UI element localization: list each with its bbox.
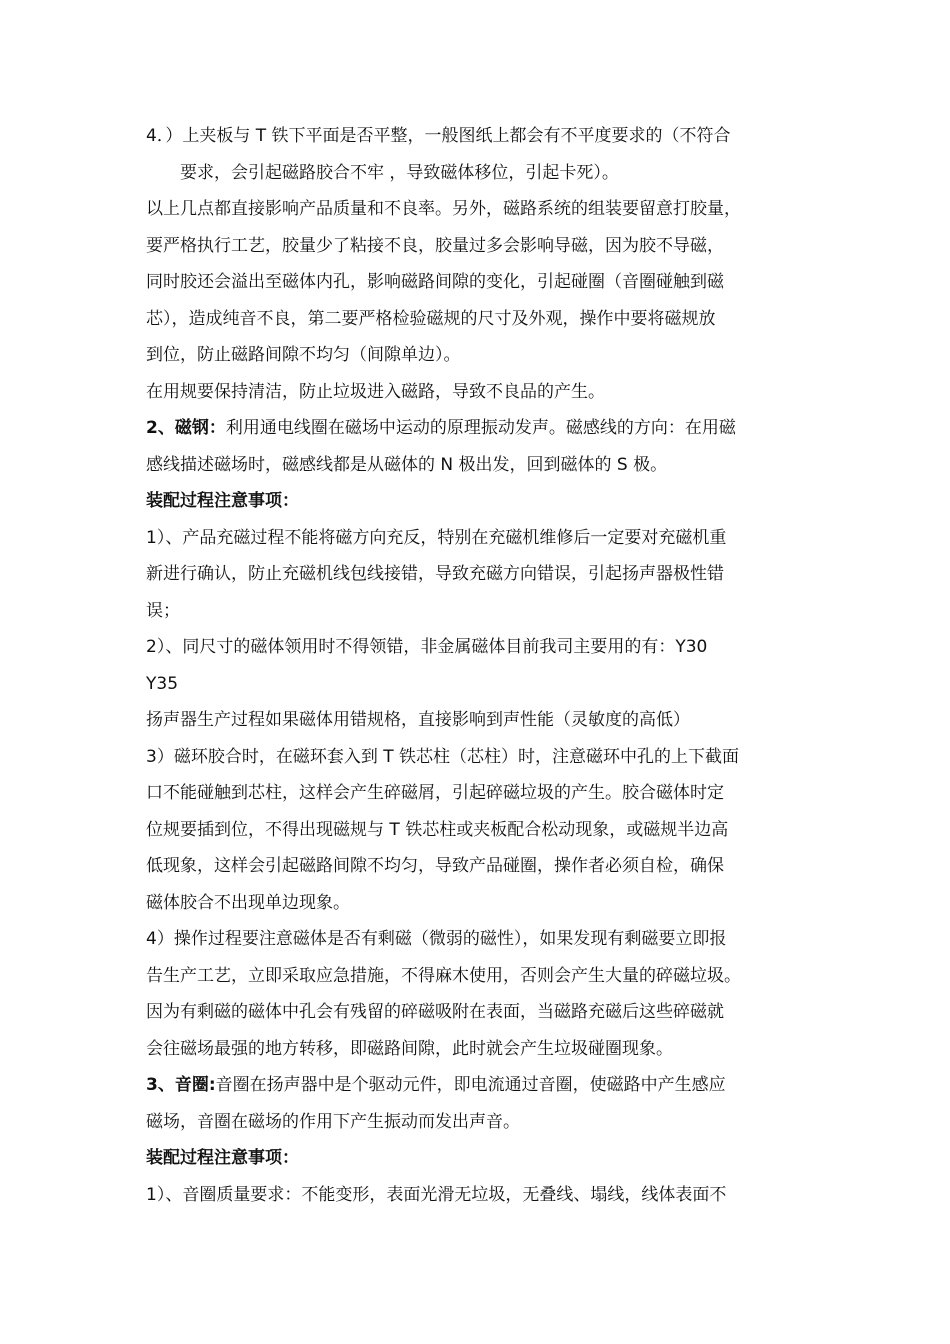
paragraph-line: 以上几点都直接影响产品质量和不良率。另外，磁路系统的组装要留意打胶量，: [146, 199, 741, 219]
section-heading: 2、磁钢：: [146, 418, 226, 438]
paragraph-line: 位规要插到位，不得出现磁规与 T 铁芯柱或夹板配合松动现象，或磁规半边高: [146, 819, 729, 840]
paragraph-line: 要严格执行工艺，胶量少了粘接不良，胶量过多会影响导磁，因为胶不导磁，: [146, 235, 724, 256]
paragraph-line: 同时胶还会溢出至磁体内孔，影响磁路间隙的变化，引起碰圈（音圈碰触到磁: [146, 272, 724, 292]
paragraph-line: 磁场，音圈在磁场的作用下产生振动而发出声音。: [146, 1111, 520, 1132]
document-page: [146, 118, 814, 1213]
paragraph-line: 误；: [146, 600, 180, 621]
paragraph-line: 口不能碰触到芯柱，这样会产生碎磁屑，引起碎磁垃圾的产生。胶合磁体时定: [146, 783, 724, 803]
paragraph-line: 芯），造成纯音不良，第二要严格检验磁规的尺寸及外观，操作中要将磁规放: [146, 308, 716, 329]
section-heading: 3、音圈:: [146, 1075, 216, 1095]
paragraph-line: 感线描述磁场时，磁感线都是从磁体的 N 极出发，回到磁体的 S 极。: [146, 454, 668, 475]
paragraph-line: 因为有剩磁的磁体中孔会有残留的碎磁吸附在表面，当磁路充磁后这些碎磁就: [146, 1002, 724, 1022]
paragraph-line: Y35: [146, 673, 179, 694]
section-text: 利用通电线圈在磁场中运动的原理振动发声。磁感线的方向：在用磁: [225, 418, 736, 438]
paragraph-line: 低现象，这样会引起磁路间隙不均匀，导致产品碰圈，操作者必须自检，确保: [146, 856, 724, 876]
paragraph-line: 在用规要保持清洁，防止垃圾进入磁路，导致不良品的产生。: [146, 381, 605, 402]
paragraph-line: 新进行确认，防止充磁机线包线接错，导致充磁方向错误，引起扬声器极性错: [146, 564, 724, 584]
paragraph-line: 磁体胶合不出现单边现象。: [146, 892, 350, 913]
subheading: 装配过程注意事项：: [146, 1148, 299, 1168]
paragraph-line: 3）磁环胶合时，在磁环套入到 T 铁芯柱（芯柱）时，注意磁环中孔的上下截面: [146, 746, 740, 767]
section-heading-line: [146, 410, 814, 447]
paragraph-line: 会往磁场最强的地方转移，即磁路间隙，此时就会产生垃圾碰圈现象。: [146, 1038, 673, 1059]
paragraph-line: 2）、同尺寸的磁体领用时不得领错，非金属磁体目前我司主要用的有：Y30: [146, 637, 708, 657]
paragraph-line: 4）操作过程要注意磁体是否有剩磁（微弱的磁性），如果发现有剩磁要立即报: [146, 929, 727, 949]
paragraph-line: 1）、产品充磁过程不能将磁方向充反，特别在充磁机维修后一定要对充磁机重: [146, 527, 727, 548]
section-text: 音圈在扬声器中是个驱动元件，即电流通过音圈，使磁路中产生感应: [215, 1075, 726, 1095]
paragraph-line: 到位，防止磁路间隙不均匀（间隙单边）。: [146, 345, 461, 365]
section-heading-line: [146, 1067, 814, 1104]
paragraph-line: 4．）上夹板与 T 铁下平面是否平整，一般图纸上都会有不平度要求的（不符合: [146, 126, 731, 146]
subheading: 装配过程注意事项：: [146, 491, 299, 511]
paragraph-line: 要求，会引起磁路胶合不牢 ，导致磁体移位，引起卡死）。: [180, 162, 619, 183]
paragraph-line: 告生产工艺，立即采取应急措施，不得麻木使用，否则会产生大量的碎磁垃圾。: [146, 965, 741, 986]
paragraph-line: 1）、音圈质量要求：不能变形，表面光滑无垃圾，无叠线、塌线，线体表面不: [146, 1184, 727, 1205]
paragraph-line: 扬声器生产过程如果磁体用错规格，直接影响到声性能（灵敏度的高低）: [146, 710, 690, 730]
